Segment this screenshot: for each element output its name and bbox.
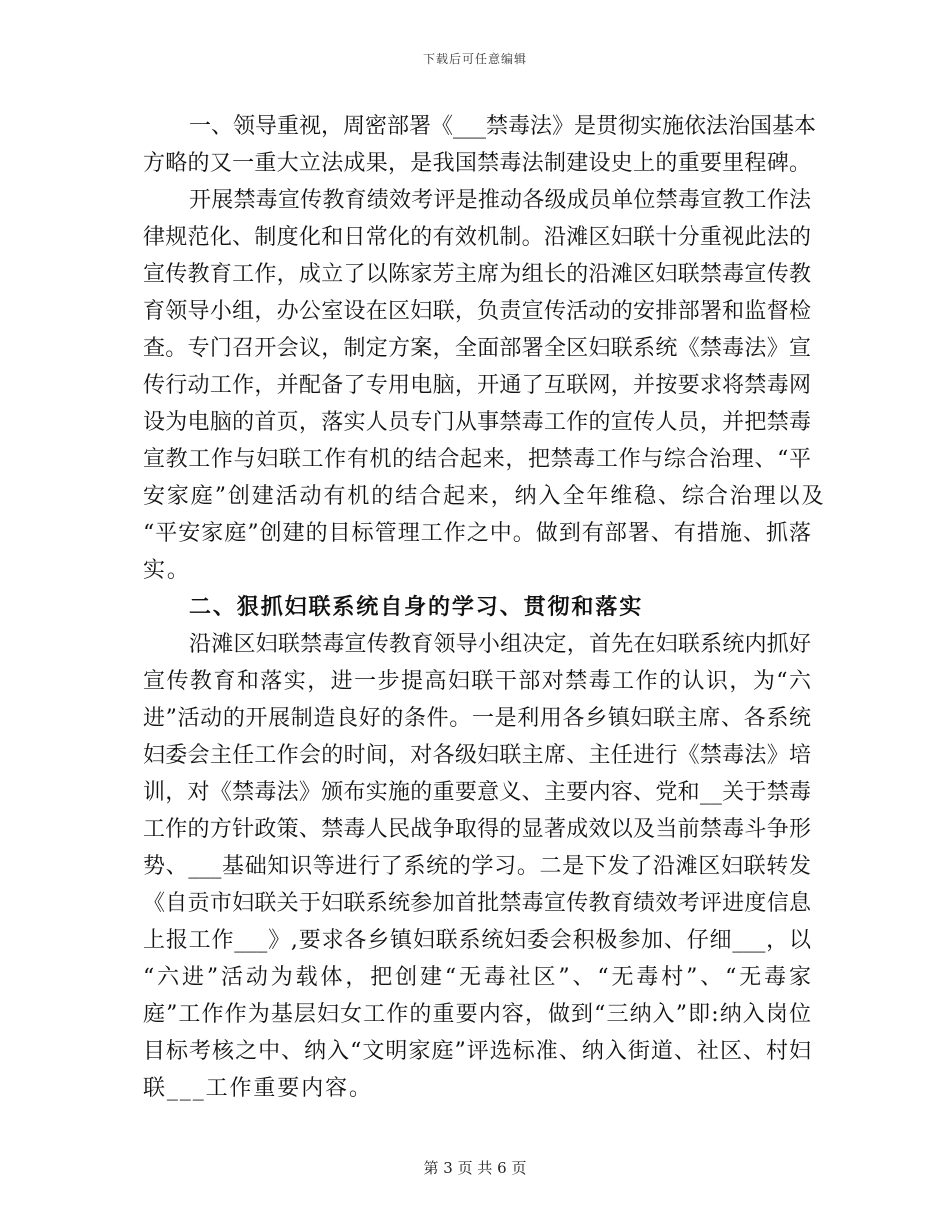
paragraph-line: 进”活动的开展制造良好的条件。一是利用各乡镇妇联主席、各系统 <box>143 706 811 731</box>
paragraph-line: 庭”工作作为基层妇女工作的重要内容，做到“三纳入”即:纳入岗位 <box>143 1002 811 1027</box>
paragraph-line: 工作的方针政策、禁毒人民战争取得的显著成效以及当前禁毒斗争形 <box>143 817 811 842</box>
paragraph-line: 妇委会主任工作会的时间，对各级妇联主席、主任进行《禁毒法》培 <box>143 743 811 768</box>
section-heading: 二、狠抓妇联系统自身的学习、贯彻和落实 <box>189 594 644 620</box>
paragraph-line: 宣传教育工作，成立了以陈家芳主席为组长的沿滩区妇联禁毒宣传教 <box>143 262 811 287</box>
paragraph-line: 联___工作重要内容。 <box>143 1076 373 1101</box>
paragraph-line: 《自贡市妇联关于妇联系统参加首批禁毒宣传教育绩效考评进度信息 <box>143 891 811 916</box>
paragraph-line: 宣教工作与妇联工作有机的结合起来，把禁毒工作与综合治理、“平 <box>143 447 811 472</box>
page-header: 下载后可任意编辑 <box>422 52 527 66</box>
paragraph-line: 训，对《禁毒法》颁布实施的重要意义、主要内容、党和__关于禁毒 <box>143 780 811 805</box>
paragraph-line: 律规范化、制度化和日常化的有效机制。沿滩区妇联十分重视此法的 <box>143 225 811 250</box>
paragraph-line: “六进”活动为载体，把创建“无毒社区”、“无毒村”、“无毒家 <box>143 965 811 990</box>
document-body <box>143 108 826 1107</box>
paragraph-line: 设为电脑的首页，落实人员专门从事禁毒工作的宣传人员，并把禁毒 <box>143 410 811 435</box>
page-number: 第 3 页 共 6 页 <box>423 1159 527 1177</box>
paragraph-line: 上报工作___》,要求各乡镇妇联系统妇委会积极参加、仔细___，以 <box>143 928 811 953</box>
paragraph-line: 开展禁毒宣传教育绩效考评是推动各级成员单位禁毒宣教工作法 <box>189 188 811 213</box>
paragraph-line: 实。 <box>143 558 191 583</box>
paragraph-line: 一、领导重视，周密部署《___禁毒法》是贯彻实施依法治国基本 <box>189 114 817 139</box>
paragraph-line: “平安家庭”创建的目标管理工作之中。做到有部署、有措施、抓落 <box>143 521 811 546</box>
paragraph-line: 方略的又一重大立法成果，是我国禁毒法制建设史上的重要里程碑。 <box>143 151 811 176</box>
paragraph-line: 宣传教育和落实，进一步提高妇联干部对禁毒工作的认识，为“六 <box>143 669 811 694</box>
paragraph-line: 传行动工作，并配备了专用电脑，开通了互联网，并按要求将禁毒网 <box>143 373 811 398</box>
paragraph-line: 沿滩区妇联禁毒宣传教育领导小组决定，首先在妇联系统内抓好 <box>189 632 811 657</box>
paragraph-line: 查。专门召开会议，制定方案，全面部署全区妇联系统《禁毒法》宣 <box>143 336 811 361</box>
paragraph-line: 安家庭”创建活动有机的结合起来，纳入全年维稳、综合治理以及 <box>143 484 826 509</box>
paragraph-line: 目标考核之中、纳入“文明家庭”评选标准、纳入街道、社区、村妇 <box>143 1039 811 1064</box>
paragraph-line: 育领导小组，办公室设在区妇联，负责宣传活动的安排部署和监督检 <box>143 299 811 324</box>
paragraph-line: 势、___基础知识等进行了系统的学习。二是下发了沿滩区妇联转发 <box>143 854 811 879</box>
